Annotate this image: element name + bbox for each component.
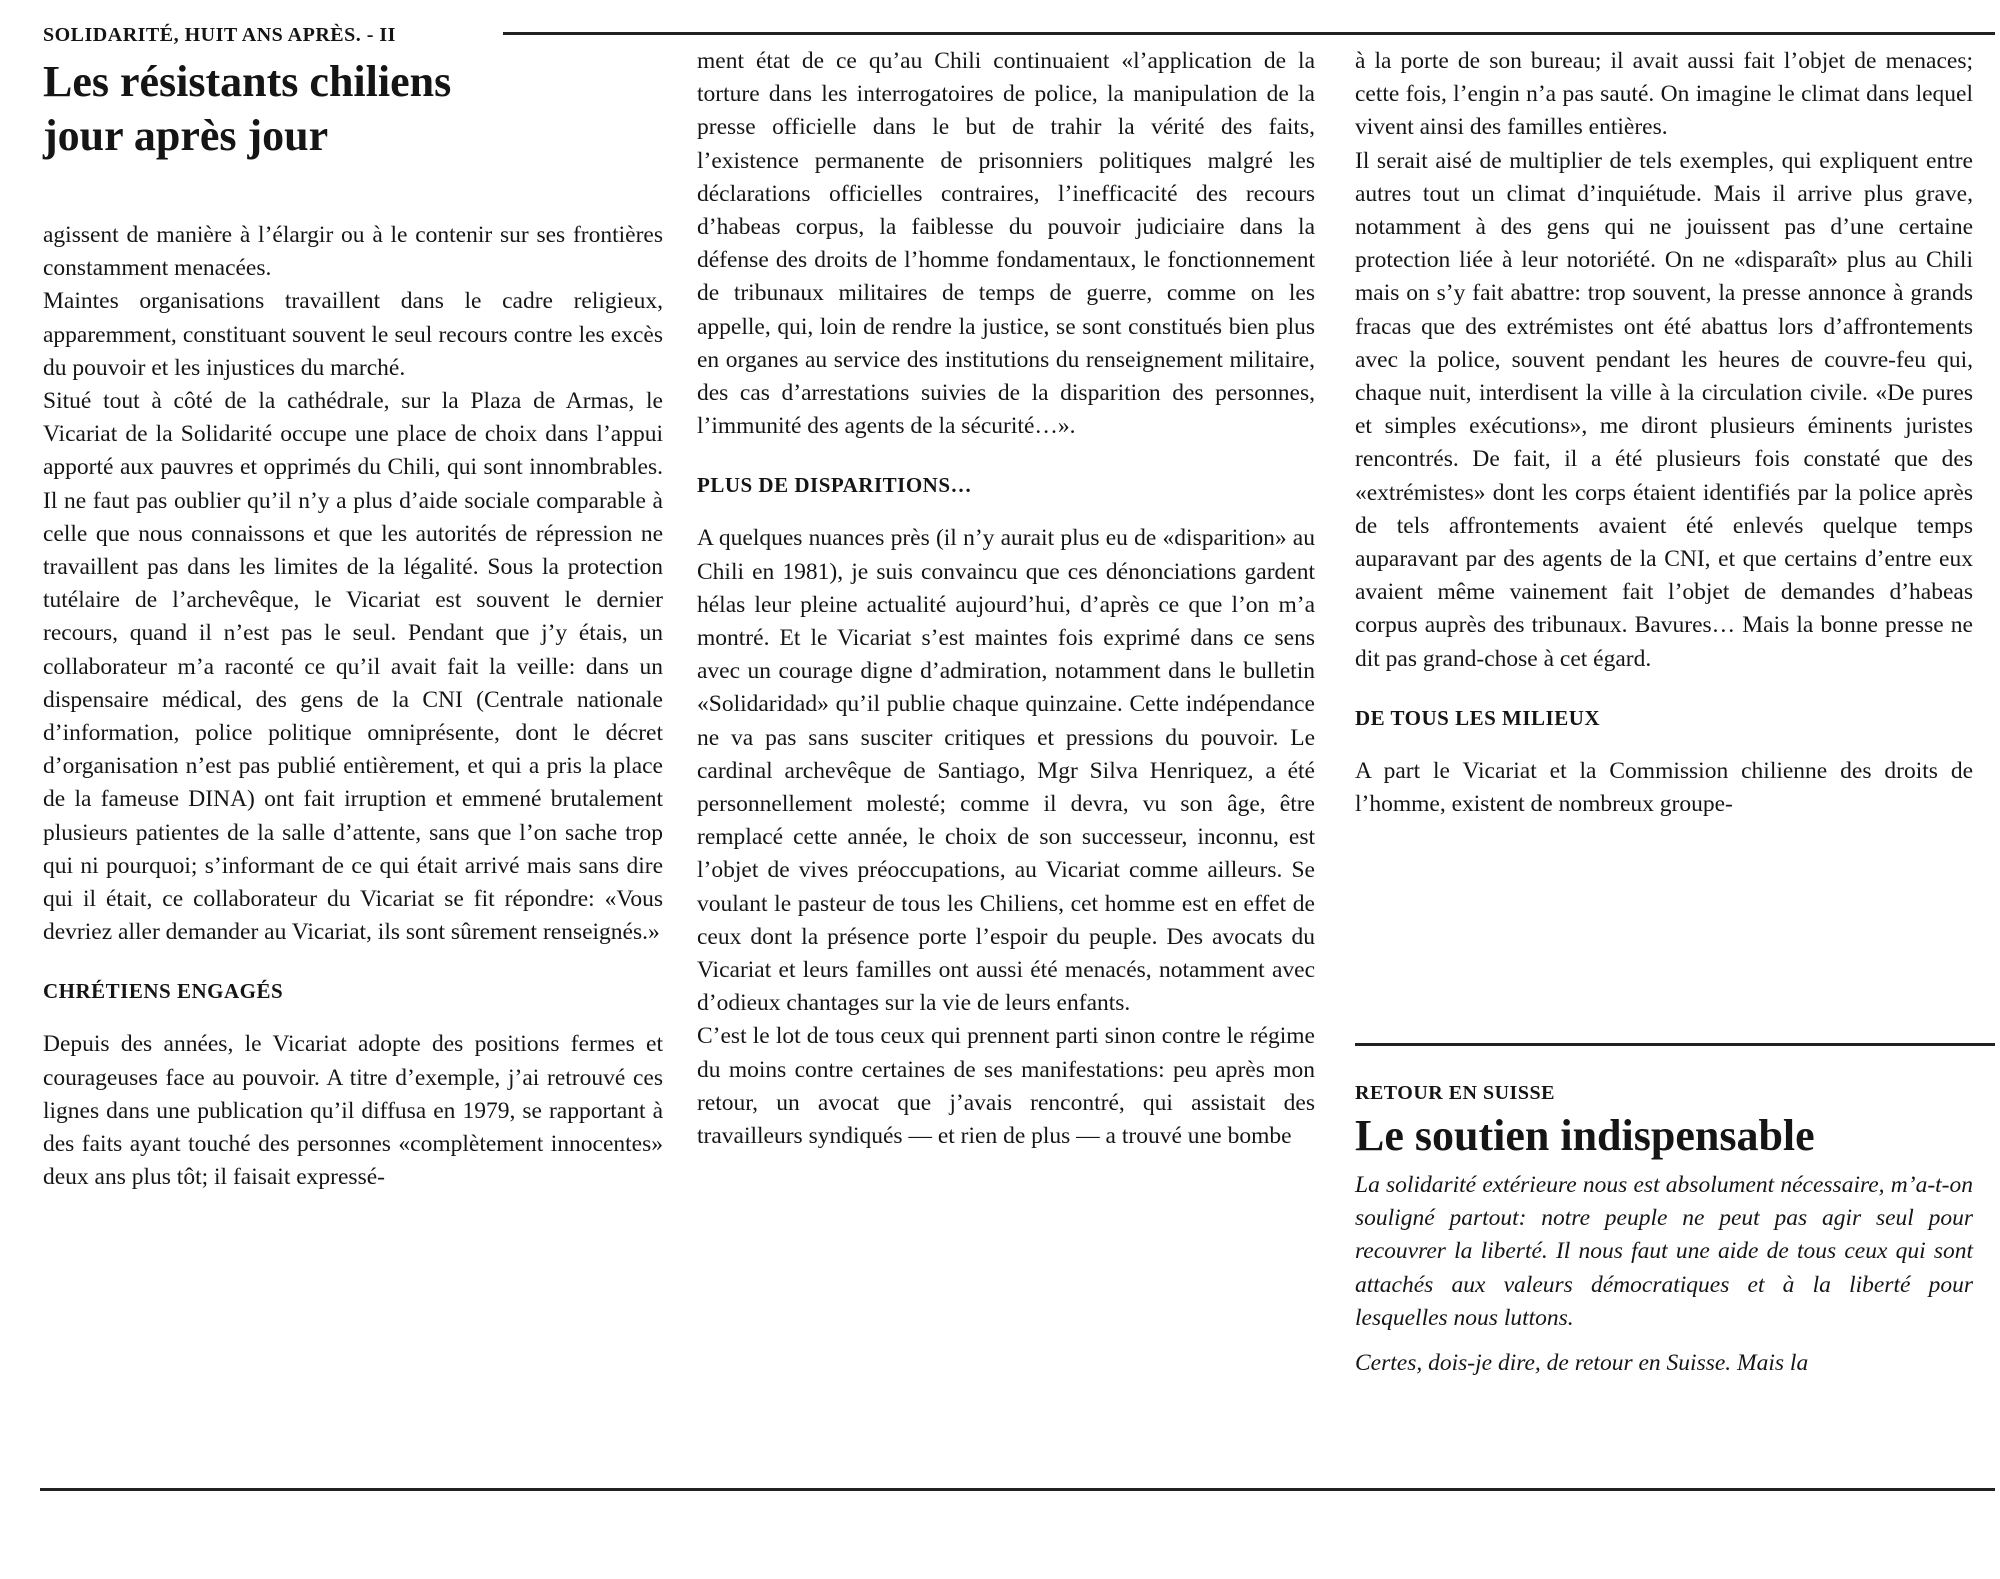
col2-paragraph-3: C’est le lot de tous ceux qui prennent parti sinon contre le régime du moins contre certaines de ses manifestations: peu après mon retour, un avocat que j’avais rencontré, qui assistait des travailleurs syndiqués — et rien de plus — a trouvé une bombe	[697, 1023, 1315, 1150]
sidebar-retour-en-suisse	[1355, 1083, 1973, 1380]
col3-paragraph-3: A part le Vicariat et la Commission chilienne des droits de l’homme, existent de nombreux groupe-	[1355, 757, 1973, 818]
col3-paragraph-2: Il serait aisé de multiplier de tels exemples, qui expliquent entre autres tout un climat d’inquiétude. Mais il arrive plus grave, notamment à des gens qui ne jouissent pas d’une certaine protection liée à leur notoriété. On ne «disparaît» plus au Chili mais on s’y fait abattre: trop souvent, la presse annonce à grands fracas que des extrémistes ont été abattus lors d’affrontements avec la police, souvent pendant les heures de couvre-feu qui, chaque nuit, interdisent la ville à la circulation civile. «De pures et simples exécutions», me diront plusieurs éminents juristes rencontrés. De fait, il a été plusieurs fois constaté que des «extrémistes» dont les corps étaient identifiés par la police après de tels affrontements avaient été enlevés quelque temps auparavant par des agents de la CNI, et que certains d’entre eux avaient même vainement fait l’objet de demandes d’habeas corpus auprès des tribunaux. Bavures… Mais la bonne presse ne dit pas grand-chose à cet égard.	[1355, 147, 1973, 672]
col1-paragraph-1: agissent de manière à l’élargir ou à le contenir sur ses frontières constamment menacées.	[43, 222, 663, 282]
column-2	[697, 45, 1315, 1153]
col2-paragraph-2: A quelques nuances près (il n’y aurait plus eu de «disparition» au Chili en 1981), je suis convaincu que ces dénonciations gardent hélas leur pleine actualité aujourd’hui, d’après ce que l’on m’a montré. Et le Vicariat s’est maintes fois exprimé dans ce sens avec un courage digne d’admiration, notamment dans le bulletin «Solidaridad» qu’il publie chaque quinzaine. Cette indépendance ne va pas sans susciter critiques et pressions du pouvoir. Le cardinal archevêque de Santiago, Mgr Silva Henriquez, a été personnellement molesté; comme il devra, vu son âge, être remplacé cette année, le choix de son successeur, inconnu, est l’objet de vives préoccupations, au Vicariat comme ailleurs. Se voulant le pasteur de tous les Chiliens, cet homme est en effet de ceux dont la présence porte l’espoir du peuple. Des avocats du Vicariat et leurs familles ont aussi été menacés, notamment avec d’odieux chantages sur la vie de leurs enfants.	[697, 525, 1315, 1017]
top-rule	[503, 32, 1995, 35]
bottom-rule	[40, 1488, 1995, 1491]
col1-paragraph-3: Situé tout à côté de la cathédrale, sur la Plaza de Armas, le Vicariat de la Solidarité occupe une place de choix dans l’appui apporté aux pauvres et opprimés du Chili, qui sont innombrables. Il ne faut pas oublier qu’il n’y a plus d’aide sociale comparable à celle que nous connaissons et que les autorités de répression ne travaillent pas dans les limites de la légalité. Sous la protection tutélaire de l’archevêque, le Vicariat est souvent le dernier recours, quand il n’est pas le seul. Pendant que j’y étais, un collaborateur m’a raconté ce qu’il avait fait la veille: dans un dispensaire médical, des gens de la CNI (Centrale nationale d’information, police politique omniprésente, dont le décret d’organisation n’est pas publié entièrement, et qui a pris la place de la fameuse DINA) ont fait irruption et emmené brutalement plusieurs patientes de la salle d’attente, sans que l’on sache trop qui ni pourquoi; s’informant de ce qui était arrivé mais sans dire qui il était, ce collaborateur du Vicariat se fit répondre: «Vous devriez aller demander au Vicariat, ils sont sûrement renseignés.»	[43, 388, 663, 946]
subhead-plus-de-disparitions: PLUS DE DISPARITIONS…	[697, 473, 972, 498]
sidebar-kicker: RETOUR EN SUISSE	[1355, 1082, 1555, 1104]
col3-paragraph-1: à la porte de son bureau; il avait aussi fait l’objet de menaces; cette fois, l’engin n’a pas sauté. On imagine le climat dans lequel vivent ainsi des familles entières.	[1355, 48, 1973, 141]
subhead-chretiens-engages: CHRÉTIENS ENGAGÉS	[43, 979, 284, 1004]
sidebar-intro: La solidarité extérieure nous est absolument nécessaire, m’a-t-on souligné partout: notre peuple ne peut pas agir seul pour recouvrer la liberté. Il nous faut une aide de tous ceux qui sont attachés aux valeurs démocratiques et à la liberté pour lesquelles nous luttons.	[1355, 1172, 1973, 1331]
col1-paragraph-2: Maintes organisations travaillent dans le cadre religieux, apparemment, constituant souvent le seul recours contre les excès du pouvoir et les injustices du marché.	[43, 288, 663, 381]
article-title-line-2: jour après jour	[43, 111, 329, 160]
sidebar-title: Le soutien indispensable	[1355, 1111, 1815, 1160]
sidebar-paragraph-1: Certes, dois-je dire, de retour en Suisse. Mais la	[1355, 1350, 1809, 1377]
sidebar-top-rule	[1355, 1043, 1995, 1046]
subhead-de-tous-les-milieux: DE TOUS LES MILIEUX	[1355, 705, 1601, 730]
article-title-line-1: Les résistants chiliens	[43, 57, 452, 106]
col1-paragraph-4: Depuis des années, le Vicariat adopte des positions fermes et courageuses face au pouvoir. A titre d’exemple, j’ai retrouvé ces lignes dans une publication qu’il diffusa en 1979, se rapportant à des faits ayant touché des personnes «complètement innocentes» deux ans plus tôt; il faisait expressé-	[43, 1031, 663, 1191]
series-label: SOLIDARITÉ, HUIT ANS APRÈS. - II	[43, 24, 396, 46]
column-3	[1355, 45, 1973, 821]
column-1	[43, 24, 663, 1191]
col2-paragraph-1: ment état de ce qu’au Chili continuaient «l’application de la torture dans les interrogatoires de police, la manipulation de la presse officielle dans le but de trahir la vérité des faits, l’existence permanente de prisonniers politiques malgré les déclarations officielles contraires, l’inefficacité des recours d’habeas corpus, la faiblesse du pouvoir judiciaire dans la défense des droits de l’homme fondamentaux, le fonctionnement de tribunaux militaires de temps de guerre, comme on les appelle, qui, loin de rendre la justice, se sont constitués bien plus en organes au service des institutions du renseignement militaire, des cas d’arrestations suivies de la disparition des personnes, l’immunité des agents de la sécurité…».	[697, 48, 1315, 440]
